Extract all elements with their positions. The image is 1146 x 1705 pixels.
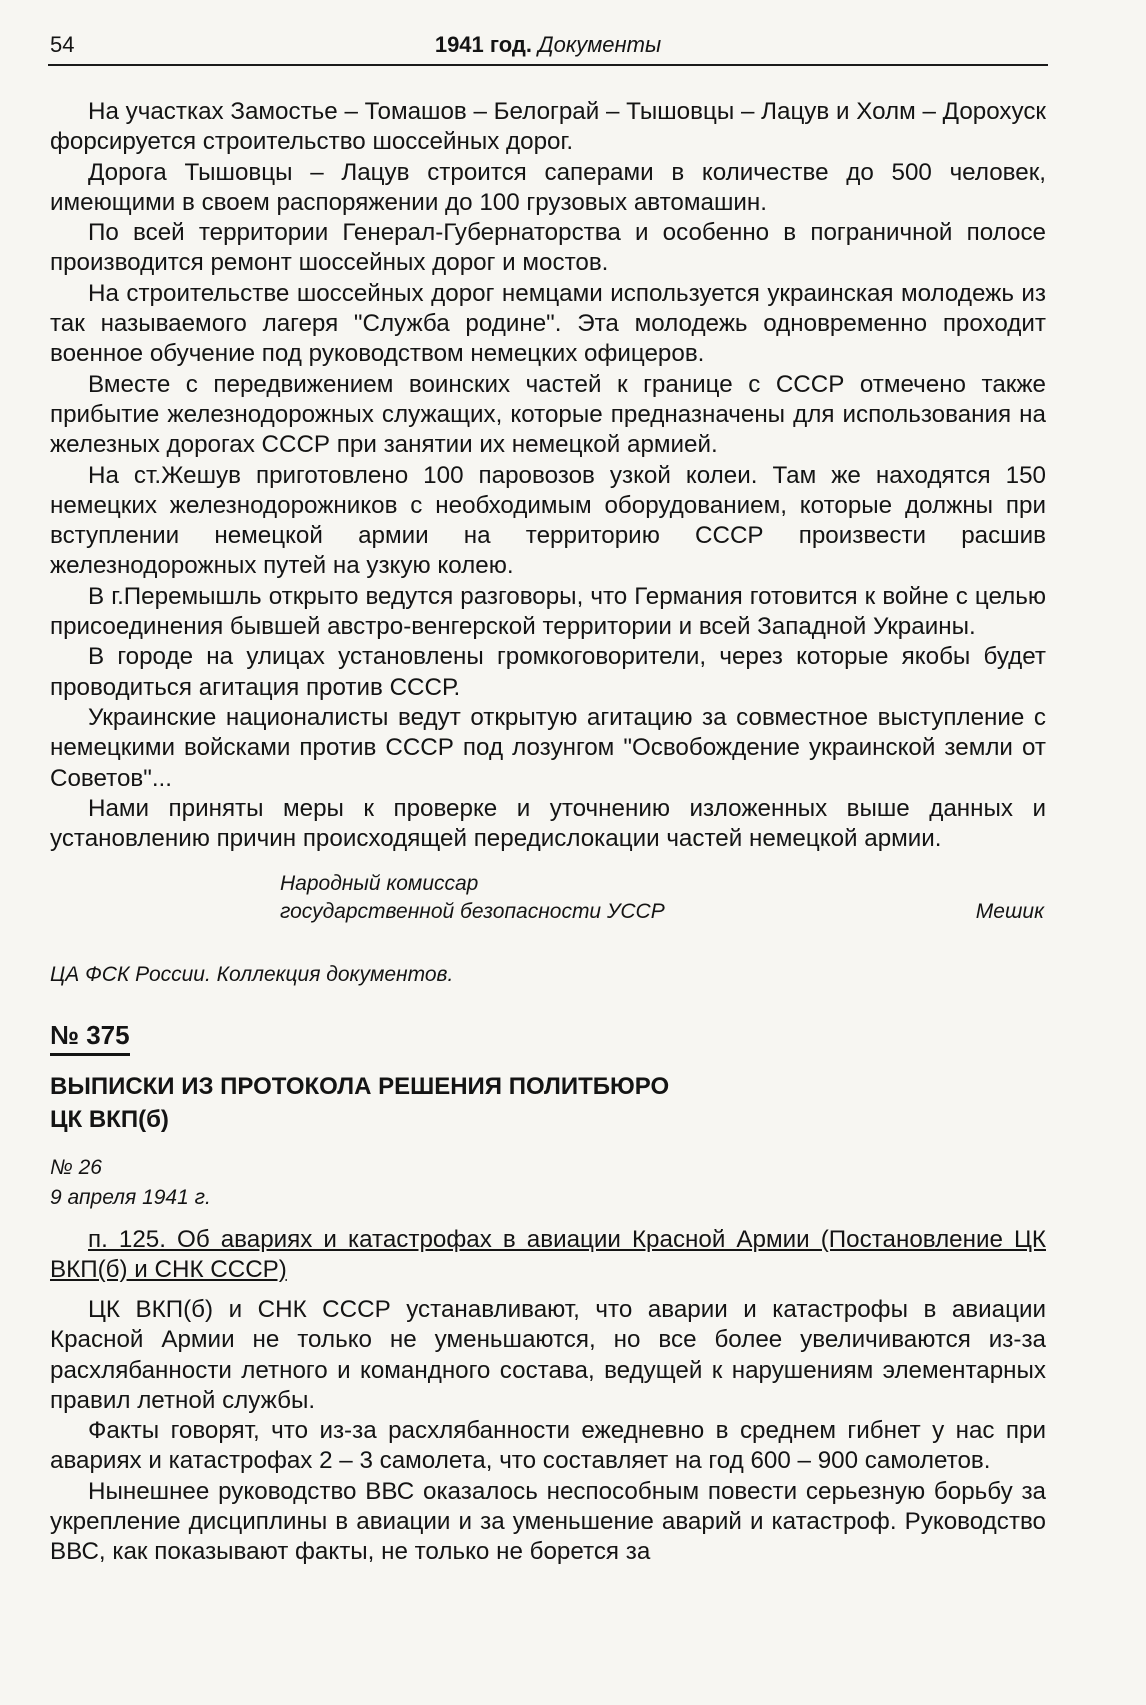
- paragraph: Нынешнее руководство ВВС оказалось неспособным повести серьезную борьбу за укрепление дисциплины в авиации и за уменьшение аварий и катастроф. Руководство ВВС, как показывают факты, не только не борется за: [50, 1477, 1046, 1566]
- paragraph: Вместе с передвижением воинских частей к границе с СССР отмечено также прибытие железнодорожных служащих, которые предназначены для использования на железных дорогах СССР при занятии их немецкой армией.: [50, 370, 1046, 459]
- page-number: 54: [50, 32, 75, 57]
- paragraph: В городе на улицах установлены громкоговорители, через которые якобы будет проводиться агитация против СССР.: [50, 643, 1046, 701]
- resolution-section: [50, 1225, 1046, 1568]
- document-meta: № 26 9 апреля 1941 г.: [50, 1156, 211, 1209]
- paragraph: На участках Замостье – Томашов – Белограй – Тышовцы – Лацув и Холм – Дорохуск форсируется строительство шоссейных дорог.: [50, 98, 1046, 156]
- running-title: [48, 32, 1048, 58]
- paragraph: В г.Перемышль открыто ведутся разговоры, что Германия готовится к войне с целью присоединения бывшей австро-венгерской территории и всей Западной Украины.: [50, 582, 1046, 641]
- paragraph: Украинские националисты ведут открытую агитацию за совместное выступление с немецкими войсками против СССР под лозунгом "Освобождение украинской земли от Советов"...: [50, 703, 1046, 792]
- running-title-year: 1941 год.: [434, 32, 532, 57]
- paragraph: По всей территории Генерал-Губернаторства и особенно в пограничной полосе производится ремонт шоссейных дорог и мостов.: [50, 219, 1046, 277]
- signature-block: [50, 860, 1046, 948]
- section-heading: п. 125. Об авариях и катастрофах в авиации Красной Армии (Постановление ЦК ВКП(б) и СНК СССР): [50, 1226, 1046, 1283]
- signature-name: Мешик: [975, 900, 1044, 924]
- signature-title-line1: Народный комиссар: [280, 872, 479, 896]
- archive-source: ЦА ФСК России. Коллекция документов.: [50, 963, 454, 986]
- paragraph: Факты говорят, что из-за расхлябанности ежедневно в среднем гибнет у нас при авариях и катастрофах 2 – 3 самолета, что составляет на год 600 – 900 самолетов.: [50, 1417, 1046, 1475]
- paragraph: На строительстве шоссейных дорог немцами используется украинская молодежь из так называемого лагеря "Служба родине". Эта молодежь одновременно проходит военное обучение под руководством немецких офицеров.: [50, 279, 1046, 368]
- paragraph: На ст.Жешув приготовлено 100 паровозов узкой колеи. Там же находятся 150 немецких железнодорожников с необходимым оборудованием, которые должны при вступлении немецкой армии на территорию СССР произвести расшив железнодорожных путей на узкую колею.: [50, 461, 1046, 580]
- paragraph: ЦК ВКП(б) и СНК СССР устанавливают, что аварии и катастрофы в авиации Красной Армии не только не уменьшаются, но все более увеличиваются из-за расхлябанности летного и командного состава, ведущей к нарушениям элементарных правил летной службы.: [50, 1296, 1046, 1414]
- running-title-rest: Документы: [538, 32, 662, 57]
- report-text: [50, 97, 1046, 948]
- running-header: [48, 28, 1048, 66]
- paragraph: Дорога Тышовцы – Лацув строится саперами в количестве до 500 человек, имеющими в своем распоряжении до 100 грузовых автомашин.: [50, 158, 1046, 216]
- document-title: ВЫПИСКИ ИЗ ПРОТОКОЛА РЕШЕНИЯ ПОЛИТБЮРО ЦК ВКП(б): [50, 1073, 670, 1133]
- paragraph: Нами приняты меры к проверке и уточнению изложенных выше данных и установлению причин происходящей передислокации частей немецкой армии.: [50, 794, 1046, 853]
- document-number: № 375: [50, 1020, 130, 1056]
- signature-title-line2: государственной безопасности УССР: [280, 900, 665, 924]
